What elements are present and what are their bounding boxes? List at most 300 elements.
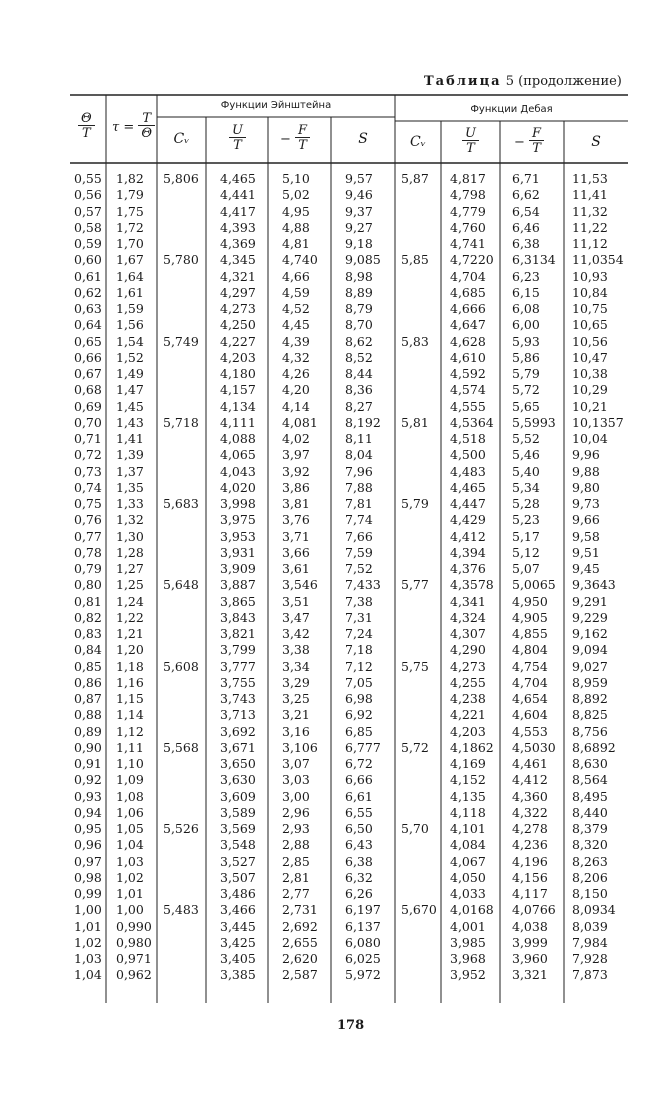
table-cell: 4,273 [450,658,486,674]
table-cell: 4,447 [450,496,486,511]
table-cell: 10,56 [572,333,608,349]
table-cell: 4,32 [282,349,310,365]
table-cell: 0,84 [74,642,102,658]
table-cell: 3,569 [220,821,256,836]
table-cell: 5,77 [401,577,429,593]
table-cell: 4,704 [512,674,548,690]
table-cell: 0,73 [74,463,102,479]
table-cell: 8,039 [572,918,608,934]
table-cell: 3,999 [512,934,548,950]
table-cell: 5,87 [401,171,429,186]
table-cell: 4,101 [450,821,486,836]
table-cell: 5,5993 [512,414,556,430]
table-cell: 4,500 [450,447,486,463]
table-cell: 4,221 [450,707,486,723]
header-tau: τ = $\frac{T}{\Theta}$ [112,112,155,140]
table-cell: 1,61 [116,284,144,300]
table-cell: 3,960 [512,951,548,966]
table-cell: 1,82 [116,171,144,186]
table-cell: 4,604 [512,707,548,723]
table-cell: 0,81 [74,593,102,609]
table-cell: 1,08 [116,788,144,804]
table-cell: 2,692 [282,918,318,934]
table-cell: 10,04 [572,431,608,446]
table-cell: 5,483 [163,902,199,918]
table-cell: 5,40 [512,463,540,479]
table-cell: 3,952 [450,967,486,983]
table-cell: 4,196 [512,853,548,869]
table-cell: 3,546 [282,577,318,593]
table-cell: 3,425 [220,934,256,950]
table-cell: 3,34 [282,658,310,674]
table-cell: 5,46 [512,447,540,463]
table-cell: 3,931 [220,544,256,560]
table-cell: 0,60 [74,252,102,268]
table-cell: 4,038 [512,918,548,934]
table-cell: 1,64 [116,268,144,284]
table-cell: 3,527 [220,853,256,869]
table-cell: 5,85 [401,252,429,268]
table-cell: 1,49 [116,366,144,381]
table-cell: 1,15 [116,691,144,706]
header-theta-over-t: $\frac{\Theta}{T}$ [78,112,95,140]
table-cell: 10,29 [572,382,608,398]
table-cell: 3,86 [282,479,310,495]
table-cell: 3,713 [220,707,256,723]
table-cell: 4,203 [450,723,486,739]
table-cell: 1,32 [116,512,144,528]
table-cell: 1,03 [116,853,144,869]
table-cell: 3,755 [220,674,256,690]
table-cell: 6,00 [512,317,540,333]
table-cell: 1,70 [116,236,144,251]
table-cell: 9,46 [345,187,373,203]
table-cell: 4,255 [450,674,486,690]
table-cell: 4,798 [450,187,486,203]
table-cell: 1,14 [116,707,144,723]
table-cell: 3,21 [282,707,310,723]
table-cell: 3,909 [220,561,256,576]
table-cell: 10,65 [572,317,608,333]
table-cell: 8,892 [572,691,608,706]
table-cell: 4,118 [450,804,486,820]
table-cell: 5,72 [512,382,540,398]
table-cell: 9,229 [572,609,608,625]
table-cell: 4,741 [450,236,486,251]
table-cell: 9,291 [572,593,608,609]
table-cell: 0,65 [74,333,102,349]
table-cell: 4,236 [512,837,548,853]
table-cell: 6,080 [345,934,381,950]
table-cell: 9,96 [572,447,600,463]
table-cell: 4,180 [220,366,256,381]
table-cell: 4,7220 [450,252,494,268]
table-cell: 6,43 [345,837,373,853]
table-cell: 9,18 [345,236,373,251]
table-cell: 0,78 [74,544,102,560]
header-debye-cv: Cᵥ [410,134,426,150]
table-cell: 0,98 [74,869,102,885]
table-cell: 3,97 [282,447,310,463]
table-cell: 1,04 [116,837,144,853]
table-cell: 1,16 [116,674,144,690]
table-cell: 8,440 [572,804,608,820]
table-cell: 0,61 [74,268,102,284]
table-cell: 4,429 [450,512,486,528]
table-cell: 2,655 [282,934,318,950]
table-cell: 4,647 [450,317,486,333]
table-cell: 9,37 [345,203,373,219]
table-cell: 8,62 [345,333,373,349]
table-cell: 1,30 [116,528,144,544]
table-cell: 4,417 [220,203,256,219]
table-cell: 4,465 [220,171,256,186]
table-cell: 8,150 [572,886,608,901]
table-cell: 5,670 [401,902,437,918]
table-cell: 4,905 [512,609,548,625]
table-cell: 8,495 [572,788,608,804]
table-cell: 0,88 [74,707,102,723]
table-cell: 4,483 [450,463,486,479]
table-cell: 8,36 [345,382,373,398]
table-cell: 4,111 [220,414,256,430]
table-cell: 4,39 [282,333,310,349]
table-cell: 4,465 [450,479,486,495]
table-cell: 5,02 [282,187,310,203]
table-cell: 1,02 [116,869,144,885]
table-cell: 4,345 [220,252,256,268]
table-cell: 7,873 [572,967,608,983]
table-cell: 4,043 [220,463,256,479]
table-cell: 5,72 [401,739,429,755]
table-cell: 5,806 [163,171,199,186]
table-cell: 6,32 [345,869,373,885]
table-cell: 4,297 [220,284,256,300]
table-cell: 4,227 [220,333,256,349]
table-cell: 4,02 [282,431,310,446]
table-cell: 3,548 [220,837,256,853]
table-cell: 0,962 [116,967,152,983]
table-cell: 4,020 [220,479,256,495]
table-cell: 1,11 [116,739,144,755]
table-cell: 7,74 [345,512,373,528]
table-cell: 7,928 [572,951,608,966]
table-cell: 0,82 [74,609,102,625]
table-cell: 1,00 [74,902,102,918]
table-cell: 4,360 [512,788,548,804]
table-cell: 4,169 [450,756,486,771]
table-cell: 4,412 [512,772,548,788]
table-cell: 0,55 [74,171,102,186]
table-cell: 0,97 [74,853,102,869]
table-cell: 3,03 [282,772,310,788]
table-cell: 4,855 [512,626,548,641]
table-cell: 0,93 [74,788,102,804]
table-cell: 3,865 [220,593,256,609]
table-cell: 1,04 [74,967,102,983]
table-cell: 4,238 [450,691,486,706]
table-cell: 4,555 [450,398,486,414]
table-cell: 3,507 [220,869,256,885]
table-cell: 4,065 [220,447,256,463]
table-cell: 2,620 [282,951,318,966]
table-cell: 6,62 [512,187,540,203]
table-cell: 0,63 [74,301,102,316]
table-cell: 4,654 [512,691,548,706]
table-cell: 1,25 [116,577,144,593]
table-cell: 4,152 [450,772,486,788]
table-cell: 10,84 [572,284,608,300]
header-debye-s: S [591,134,601,150]
table-cell: 3,25 [282,691,310,706]
table-cell: 1,47 [116,382,144,398]
table-cell: 1,45 [116,398,144,414]
table-cell: 8,04 [345,447,373,463]
table-cell: 6,61 [345,788,373,804]
table-cell: 3,07 [282,756,310,771]
table-cell: 0,99 [74,886,102,901]
table-cell: 5,75 [401,658,429,674]
table-cell: 1,75 [116,203,144,219]
table-cell: 5,83 [401,333,429,349]
table-cell: 2,96 [282,804,310,820]
table-cell: 4,685 [450,284,486,300]
table-cell: 4,52 [282,301,310,316]
table-cell: 2,88 [282,837,310,853]
table-cell: 1,18 [116,658,144,674]
table-cell: 4,088 [220,431,256,446]
table-cell: 4,804 [512,642,548,658]
table-cell: 3,76 [282,512,310,528]
table-cell: 1,72 [116,219,144,235]
table-cell: 5,683 [163,496,199,511]
table-cell: 5,780 [163,252,199,268]
table-cell: 3,385 [220,967,256,983]
table-cell: 7,52 [345,561,373,576]
table-cell: 8,379 [572,821,608,836]
table-cell: 10,47 [572,349,608,365]
table-cell: 8,98 [345,268,373,284]
table-cell: 7,31 [345,609,373,625]
page-number: 178 [337,1018,365,1033]
table-cell: 4,0168 [450,902,494,918]
table-cell: 0,990 [116,918,152,934]
table-cell: 0,76 [74,512,102,528]
table-cell: 5,648 [163,577,199,593]
table-cell: 4,394 [450,544,486,560]
table-cell: 3,51 [282,593,310,609]
table-cell: 3,799 [220,642,256,658]
table-cell: 4,779 [450,203,486,219]
table-cell: 3,609 [220,788,256,804]
table-cell: 0,71 [74,431,102,446]
table-cell: 11,41 [572,187,608,203]
table-cell: 5,749 [163,333,199,349]
table-cell: 7,66 [345,528,373,544]
table-cell: 4,88 [282,219,310,235]
header-debye-functions: Функции Дебая [470,104,553,115]
table-cell: 0,85 [74,658,102,674]
table-cell: 6,08 [512,301,540,316]
table-cell: 7,18 [345,642,373,658]
table-cell: 5,972 [345,967,381,983]
table-cell: 3,42 [282,626,310,641]
table-cell: 3,843 [220,609,256,625]
table-cell: 1,56 [116,317,144,333]
table-cell: 5,23 [512,512,540,528]
header-einstein-minus-f-over-t: − $\frac{F}{T}$ [280,124,310,152]
table-cell: 5,52 [512,431,540,446]
table-cell: 4,20 [282,382,310,398]
table-cell: 5,17 [512,528,540,544]
table-cell: 8,44 [345,366,373,381]
table-cell: 3,821 [220,626,256,641]
table-cell: 5,28 [512,496,540,511]
table-cell: 2,77 [282,886,310,901]
table-cell: 9,57 [345,171,373,186]
table-cell: 0,971 [116,951,152,966]
table-cell: 8,6892 [572,739,616,755]
table-cell: 0,62 [74,284,102,300]
table-cell: 3,630 [220,772,256,788]
table-cell: 9,58 [572,528,600,544]
table-cell: 8,27 [345,398,373,414]
table-cell: 0,77 [74,528,102,544]
table-cell: 4,376 [450,561,486,576]
table-cell: 3,16 [282,723,310,739]
table-cell: 8,959 [572,674,608,690]
table-cell: 3,985 [450,934,486,950]
table-cell: 4,95 [282,203,310,219]
table-cell: 0,96 [74,837,102,853]
table-cell: 9,27 [345,219,373,235]
table-cell: 5,608 [163,658,199,674]
table-cell: 8,825 [572,707,608,723]
table-cell: 5,718 [163,414,199,430]
table-cell: 1,39 [116,447,144,463]
table-cell: 4,157 [220,382,256,398]
table-cell: 3,953 [220,528,256,544]
table-cell: 3,486 [220,886,256,901]
table-cell: 4,324 [450,609,486,625]
table-cell: 7,05 [345,674,373,690]
table-cell: 2,93 [282,821,310,836]
table-cell: 4,290 [450,642,486,658]
table-cell: 4,26 [282,366,310,381]
table-cell: 8,89 [345,284,373,300]
table-cell: 8,564 [572,772,608,788]
table-cell: 4,117 [512,886,548,901]
table-cell: 2,81 [282,869,310,885]
table-cell: 4,754 [512,658,548,674]
table-cell: 3,445 [220,918,256,934]
table-cell: 4,134 [220,398,256,414]
table-cell: 9,085 [345,252,381,268]
table-cell: 3,71 [282,528,310,544]
table-cell: 3,975 [220,512,256,528]
table-cell: 6,92 [345,707,373,723]
header-debye-minus-f-over-t: − $\frac{F}{T}$ [514,127,544,155]
table-cell: 8,70 [345,317,373,333]
table-cell: 0,80 [74,577,102,593]
table-cell: 4,393 [220,219,256,235]
table-cell: 3,81 [282,496,310,511]
table-cell: 11,22 [572,219,608,235]
table-cell: 7,96 [345,463,373,479]
table-cell: 1,21 [116,626,144,641]
table-cell: 6,72 [345,756,373,771]
table-cell: 9,027 [572,658,608,674]
table-cell: 9,88 [572,463,600,479]
table-cell: 6,55 [345,804,373,820]
table-cell: 4,322 [512,804,548,820]
table-cell: 4,307 [450,626,486,641]
table-cell: 5,79 [512,366,540,381]
table-cell: 8,0934 [572,902,616,918]
table-cell: 1,00 [116,902,144,918]
table-cell: 4,1862 [450,739,494,755]
table-cell: 0,86 [74,674,102,690]
table-cell: 11,12 [572,236,608,251]
table-cell: 9,80 [572,479,600,495]
table-cell: 6,38 [345,853,373,869]
table-cell: 1,37 [116,463,144,479]
table-cell: 4,081 [282,414,318,430]
table-cell: 5,10 [282,171,310,186]
table-cell: 4,5364 [450,414,494,430]
table-cell: 5,34 [512,479,540,495]
table-cell: 8,630 [572,756,608,771]
header-debye-u-over-t: $\frac{U}{T}$ [462,127,479,155]
table-cell: 4,135 [450,788,486,804]
table-cell: 0,58 [74,219,102,235]
table-cell: 1,22 [116,609,144,625]
table-cell: 1,79 [116,187,144,203]
table-cell: 4,0766 [512,902,556,918]
table-cell: 4,412 [450,528,486,544]
table-cell: 0,70 [74,414,102,430]
table-cell: 8,263 [572,853,608,869]
table-cell: 9,66 [572,512,600,528]
table-cell: 0,74 [74,479,102,495]
table-cell: 4,250 [220,317,256,333]
table-cell: 0,75 [74,496,102,511]
header-einstein-functions: Функции Эйнштейна [220,100,332,111]
table-cell: 7,984 [572,934,608,950]
table-cell: 1,28 [116,544,144,560]
table-cell: 9,45 [572,561,600,576]
table-cell: 3,00 [282,788,310,804]
table-cell: 4,341 [450,593,486,609]
table-cell: 3,106 [282,739,318,755]
table-cell: 9,51 [572,544,600,560]
table-cell: 4,273 [220,301,256,316]
header-einstein-cv: Cᵥ [173,131,190,147]
table-cell: 4,5030 [512,739,556,755]
table-cell: 7,88 [345,479,373,495]
table-cell: 4,553 [512,723,548,739]
table-cell: 1,01 [74,918,102,934]
table-cell: 5,70 [401,821,429,836]
table-cell: 1,59 [116,301,144,316]
table-cell: 1,20 [116,642,144,658]
table-cell: 3,887 [220,577,256,593]
table-cell: 7,433 [345,577,381,593]
table-cell: 9,094 [572,642,608,658]
table-cell: 1,27 [116,561,144,576]
table-cell: 1,67 [116,252,144,268]
table-cell: 4,321 [220,268,256,284]
